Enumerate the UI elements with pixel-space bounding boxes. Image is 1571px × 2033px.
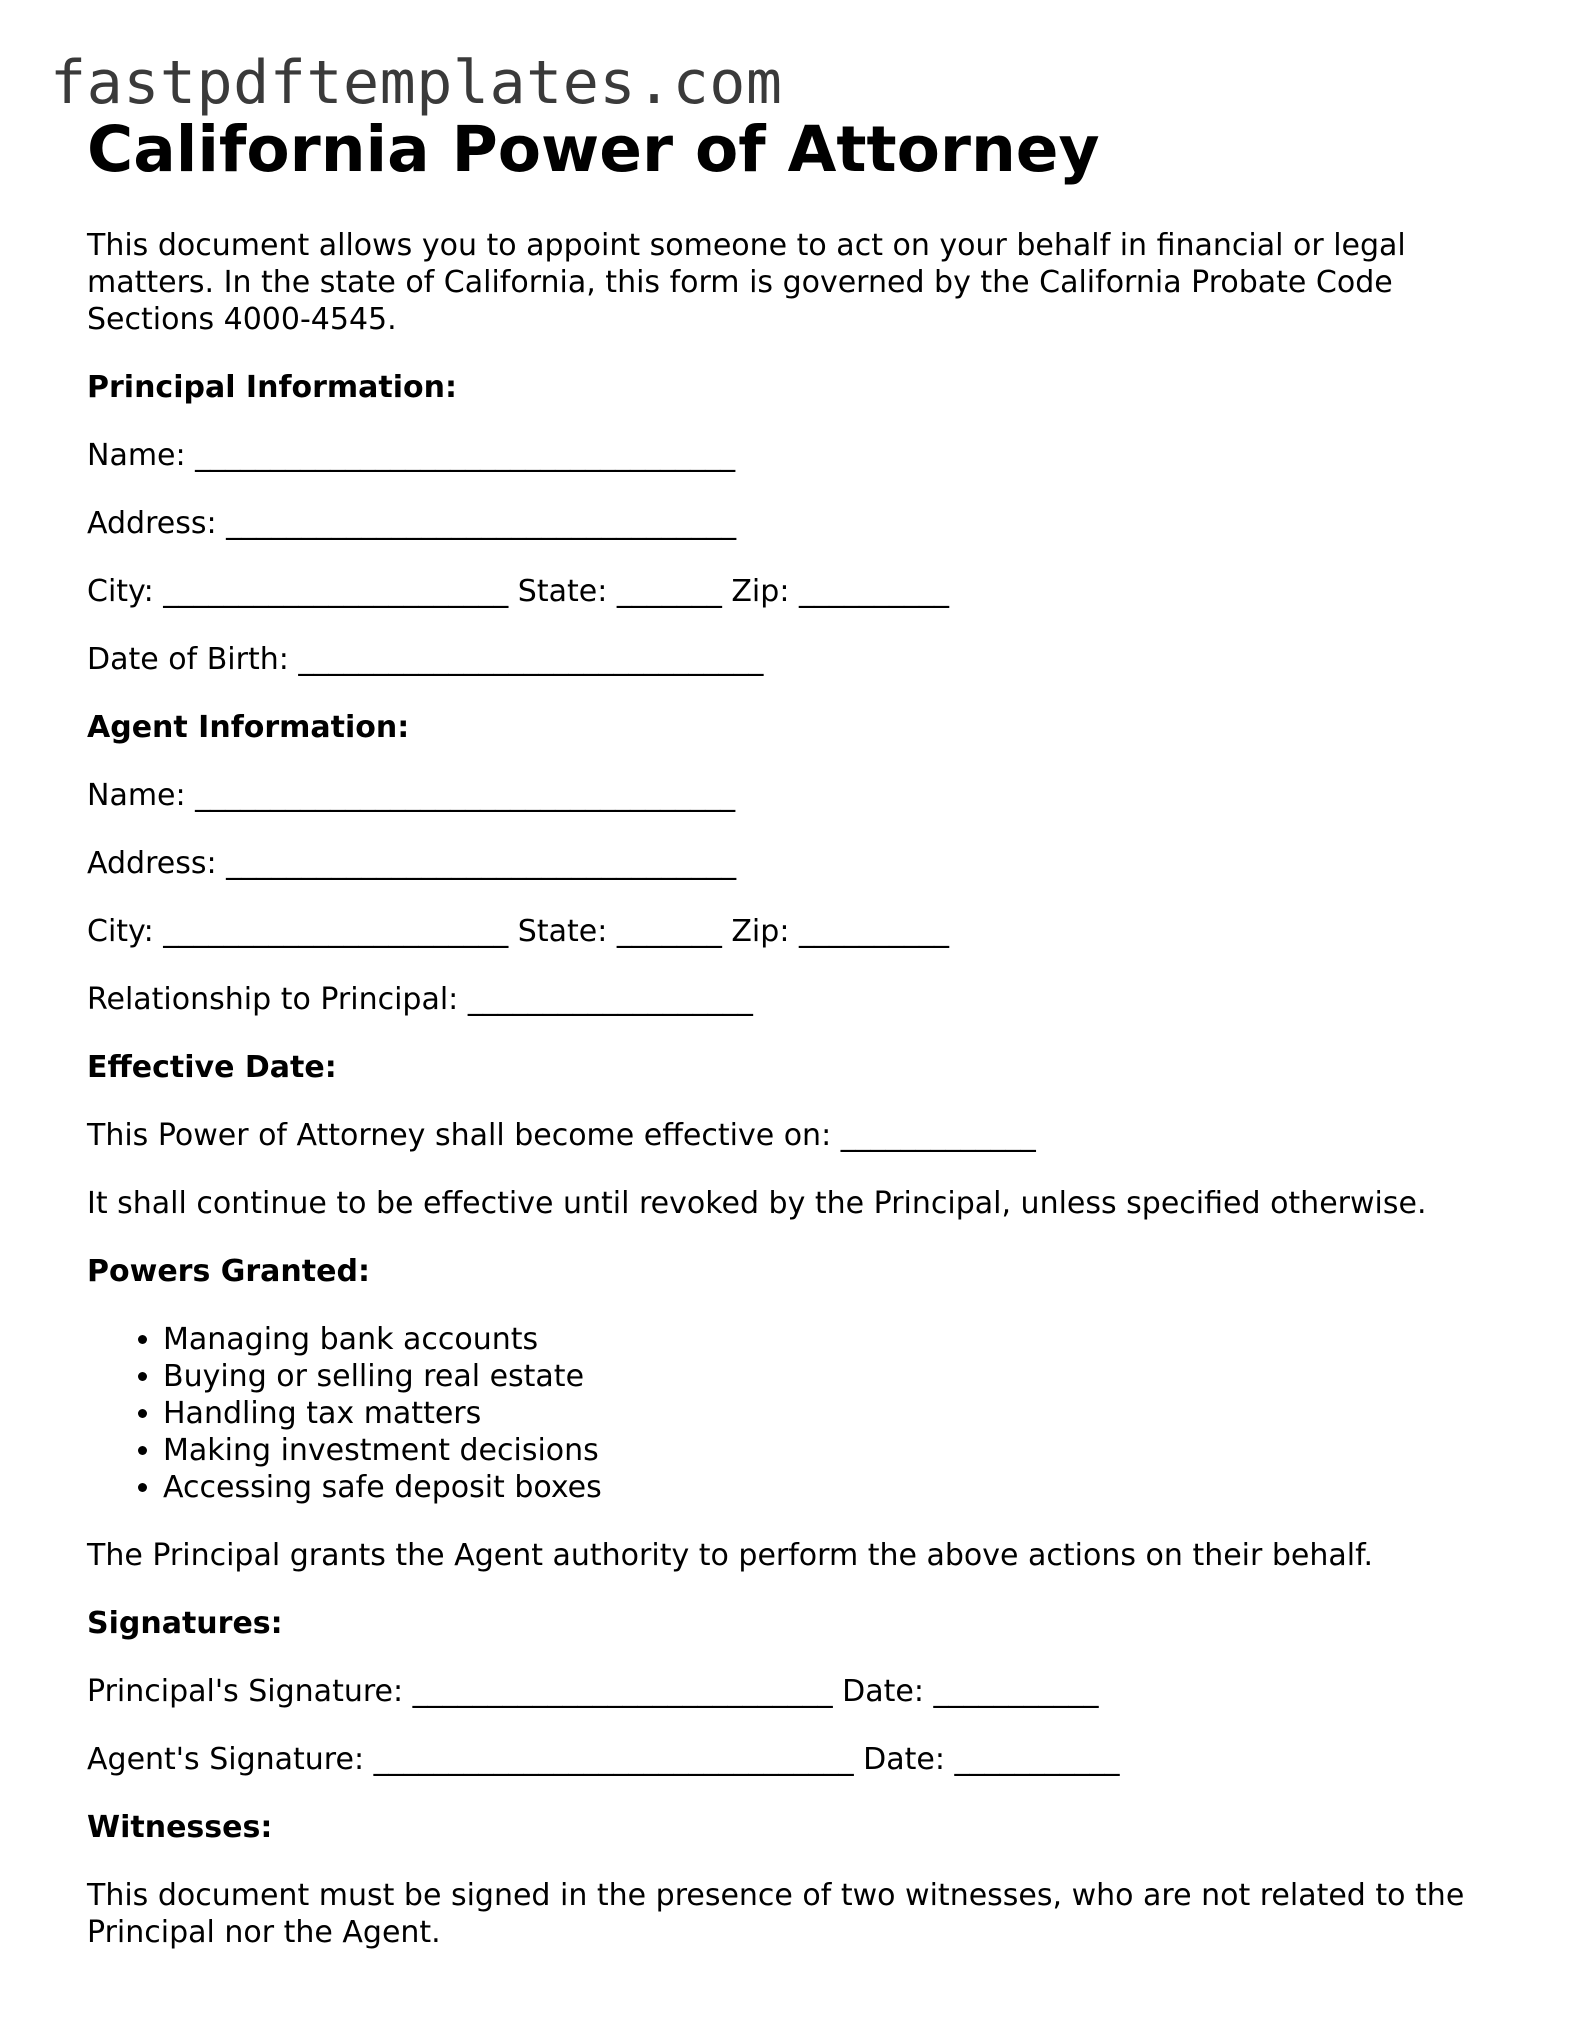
agent-section (87, 709, 1487, 1018)
power-item: • Buying or selling real estate (163, 1358, 1487, 1395)
document-body (87, 112, 1487, 1951)
watermark-text: fastpdftemplates.com (50, 48, 783, 118)
witnesses-section (87, 1809, 1487, 1951)
principal-dob-field[interactable]: Date of Birth: _______________________________ (87, 642, 764, 677)
agent-heading: Agent Information: (87, 710, 410, 745)
intro-paragraph: This document allows you to appoint someone to act on your behalf in financial or legal matters. In the state of California, this form is governed by the California Probate Code Sections 4000-4545. (87, 228, 1416, 337)
principal-address-field[interactable]: Address: __________________________________ (87, 506, 737, 541)
principal-city-state-zip-field[interactable]: City: _______________________ State: _______ Zip: __________ (87, 574, 949, 609)
witnesses-heading: Witnesses: (87, 1810, 273, 1845)
power-item: • Handling tax matters (163, 1395, 1487, 1432)
powers-statement: The Principal grants the Agent authority to perform the above actions on their behalf. (87, 1538, 1374, 1573)
witnesses-text: This document must be signed in the presence of two witnesses, who are not related to the Principal nor the Agent. (87, 1878, 1465, 1950)
effective-heading: Effective Date: (87, 1050, 337, 1085)
effective-date-field[interactable]: This Power of Attorney shall become effective on: _____________ (87, 1118, 1036, 1153)
effective-continuation-text: It shall continue to be effective until revoked by the Principal, unless specified otherwise. (87, 1186, 1427, 1221)
document-title: California Power of Attorney (87, 113, 1100, 186)
agent-relationship-field[interactable]: Relationship to Principal: ___________________ (87, 982, 753, 1017)
powers-section (87, 1253, 1487, 1574)
principal-name-field[interactable]: Name: ____________________________________ (87, 438, 736, 473)
power-item: • Accessing safe deposit boxes (163, 1469, 1487, 1506)
agent-name-field[interactable]: Name: ____________________________________ (87, 778, 736, 813)
agent-signature-field[interactable]: Agent's Signature: ________________________________ Date: ___________ (87, 1742, 1120, 1777)
powers-list (87, 1321, 1487, 1506)
power-item: • Managing bank accounts (163, 1321, 1487, 1358)
powers-heading: Powers Granted: (87, 1254, 370, 1289)
power-item: • Making investment decisions (163, 1432, 1487, 1469)
effective-section (87, 1049, 1487, 1222)
agent-city-state-zip-field[interactable]: City: _______________________ State: _______ Zip: __________ (87, 914, 949, 949)
principal-heading: Principal Information: (87, 370, 458, 405)
principal-signature-field[interactable]: Principal's Signature: ____________________________ Date: ___________ (87, 1674, 1099, 1709)
signatures-section (87, 1605, 1487, 1778)
principal-section (87, 369, 1487, 678)
agent-address-field[interactable]: Address: __________________________________ (87, 846, 737, 881)
signatures-heading: Signatures: (87, 1606, 283, 1641)
